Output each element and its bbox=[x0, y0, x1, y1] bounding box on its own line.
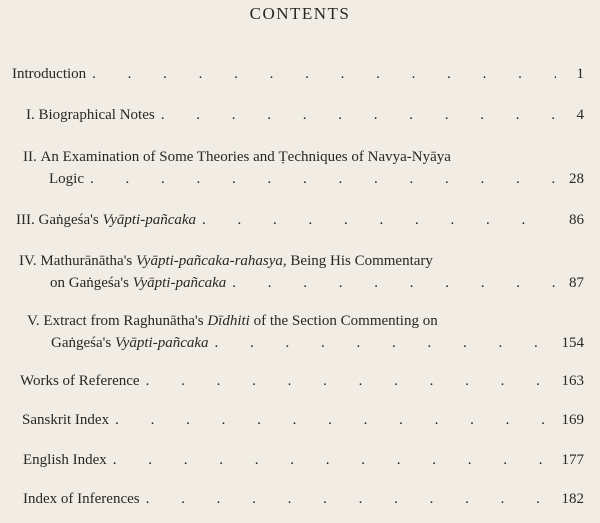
entry-title-line-2: on Gaṅgeśa's Vyāpti-pañcaka bbox=[50, 275, 227, 291]
page-title: CONTENTS bbox=[249, 4, 351, 23]
entry-page-number: 177 bbox=[561, 452, 584, 468]
entry-page-number: 163 bbox=[561, 373, 584, 389]
dot-leader bbox=[161, 104, 556, 126]
entry-title-line-2: Logic bbox=[49, 171, 84, 187]
dot-leader bbox=[92, 63, 556, 85]
dot-leader bbox=[90, 168, 556, 190]
entry-page-number: 182 bbox=[561, 491, 584, 507]
toc-entry-rahasya[interactable] bbox=[19, 250, 584, 294]
toc-entry-works-of-reference[interactable] bbox=[20, 370, 584, 392]
dot-leader bbox=[113, 449, 556, 471]
entry-page-number: 169 bbox=[561, 412, 584, 428]
entry-number: V. bbox=[27, 313, 40, 329]
entry-title: Works of Reference bbox=[20, 373, 140, 389]
toc-entry-index-of-inferences[interactable] bbox=[23, 488, 584, 510]
dot-leader bbox=[232, 272, 556, 294]
toc-entry-biographical-notes[interactable] bbox=[26, 104, 584, 126]
entry-page-number: 1 bbox=[576, 66, 584, 82]
entry-title-line-1: An Examination of Some Theories and Ṭechniques of Navya-Nyāya bbox=[40, 149, 451, 165]
toc-entry-introduction[interactable] bbox=[12, 63, 584, 85]
dot-leader bbox=[146, 370, 556, 392]
dot-leader bbox=[115, 409, 555, 431]
toc-entry-examination[interactable] bbox=[23, 146, 584, 190]
entry-number: I. bbox=[26, 107, 35, 123]
entry-number: II. bbox=[23, 149, 37, 165]
dot-leader bbox=[215, 332, 556, 354]
entry-page-number: 87 bbox=[569, 275, 584, 291]
entry-page-number: 154 bbox=[561, 335, 584, 351]
entry-title: Sanskrit Index bbox=[22, 412, 110, 428]
dot-leader bbox=[202, 209, 556, 231]
dot-leader bbox=[146, 488, 556, 510]
entry-number: IV. bbox=[19, 253, 37, 269]
entry-number: III. bbox=[16, 212, 35, 228]
toc-entry-sanskrit-index[interactable] bbox=[22, 409, 584, 431]
entry-title-line-2: Gaṅgeśa's Vyāpti-pañcaka bbox=[51, 335, 209, 351]
entry-title: Biographical Notes bbox=[38, 107, 155, 123]
entry-title: English Index bbox=[23, 452, 107, 468]
entry-page-number: 4 bbox=[576, 107, 584, 123]
entry-title-line-1: Mathurānātha's Vyāpti-pañcaka-rahasya, Being His Commentary bbox=[40, 253, 433, 269]
entry-page-number: 86 bbox=[569, 212, 584, 228]
entry-title: Gaṅgeśa's Vyāpti-pañcaka bbox=[38, 212, 197, 228]
entry-title: Introduction bbox=[12, 66, 87, 82]
entry-page-number: 28 bbox=[569, 171, 584, 187]
entry-title-line-1: Extract from Raghunātha's Dīdhiti of the Section Commenting on bbox=[43, 313, 438, 329]
toc-entry-english-index[interactable] bbox=[23, 449, 584, 471]
toc-entry-didhiti-extract[interactable] bbox=[27, 310, 584, 354]
toc-entry-vyapti-pancaka[interactable] bbox=[16, 209, 584, 231]
entry-title: Index of Inferences bbox=[23, 491, 140, 507]
